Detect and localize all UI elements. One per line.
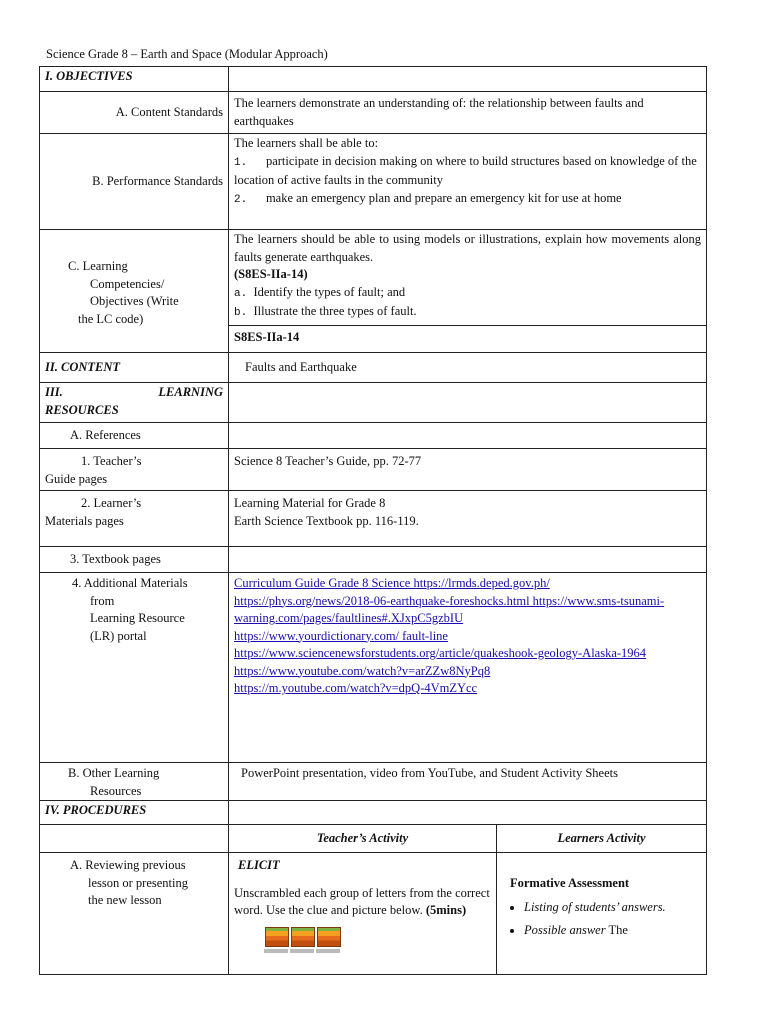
list-item: • Listing of students’ answers. — [524, 899, 701, 917]
objectives-header-row — [40, 67, 707, 92]
performance-item-1-text: participate in decision making on where to build structures based on knowledge of the location of active faults in the community — [234, 153, 697, 187]
learners-materials-label: 2. Learner’s Materials pages — [40, 491, 229, 547]
fault-picture-icon — [264, 923, 288, 953]
procedures-header-row — [40, 801, 707, 825]
other-resources-label: B. Other Learning Resources — [40, 763, 229, 801]
lesson-plan-table — [39, 66, 707, 975]
content-standards-text: The learners demonstrate an understanding of: the relationship between faults and earthquakes — [229, 92, 707, 134]
teachers-guide-text: Science 8 Teacher’s Guide, pp. 72-77 — [229, 449, 707, 491]
additional-materials-label: 4. Additional Materials from Learning Resource (LR) portal — [40, 573, 229, 763]
link-sciencenews[interactable]: https://www.sciencenewsforstudents.org/article/quakeshook-geology-Alaska-1964 — [234, 646, 647, 660]
additional-materials-row — [40, 573, 707, 763]
link-curriculum-guide[interactable]: Curriculum Guide Grade 8 Science https://lrmds.deped.gov.ph/ — [234, 576, 550, 590]
learners-materials-text: Learning Material for Grade 8 Earth Science Textbook pp. 116-119. — [229, 491, 707, 547]
learner-activity-cell — [497, 853, 707, 975]
performance-item-2-num: 2. — [234, 193, 248, 206]
content-text: Faults and Earthquake — [229, 353, 707, 383]
document-header: Science Grade 8 – Earth and Space (Modular Approach) — [46, 47, 328, 61]
performance-standards-content — [229, 134, 707, 230]
resources-title: III. LEARNING RESOURCES — [40, 383, 229, 423]
performance-intro: The learners shall be able to: — [234, 136, 379, 150]
link-yourdictionary[interactable]: https://www.yourdictionary.com/ fault-line — [234, 628, 448, 643]
content-title: II. CONTENT — [40, 353, 229, 383]
review-row — [40, 853, 707, 975]
textbook-row — [40, 547, 707, 573]
content-standards-label: A. Content Standards — [40, 92, 229, 134]
references-row — [40, 423, 707, 449]
list-item: • Possible answer The — [524, 922, 701, 940]
competencies-content: The learners should be able to using models or illustrations, explain how movements along faults generate earthquakes. (S8ES-IIa-14) a. Identify the types of fault; and b. Illustrate the three types of fault. — [229, 230, 707, 326]
competencies-label: C. Learning Competencies/ Objectives (Write the LC code) — [40, 230, 229, 353]
additional-materials-links — [229, 573, 707, 763]
fault-picture-icon — [290, 923, 314, 953]
lc-code: S8ES-IIa-14 — [229, 326, 707, 353]
content-standards-row — [40, 92, 707, 134]
activity-headers-row — [40, 825, 707, 853]
competencies-row — [40, 230, 707, 326]
other-resources-row — [40, 763, 707, 801]
textbook-label: 3. Textbook pages — [40, 547, 229, 573]
procedures-title: IV. PROCEDURES — [40, 801, 229, 825]
learners-activity-header: Learners Activity — [497, 825, 707, 853]
fault-picture-icon — [316, 923, 340, 953]
objectives-title: I. OBJECTIVES — [40, 67, 229, 92]
teacher-time: (5mins) — [425, 903, 467, 917]
teachers-guide-row — [40, 449, 707, 491]
content-row — [40, 353, 707, 383]
link-youtube-2[interactable]: https://m.youtube.com/watch?v=dpQ-4VmZYcc — [234, 681, 478, 695]
teacher-instructions: Unscrambled each group of letters from the correct word. Use the clue and picture below. — [234, 885, 490, 917]
teachers-guide-label: 1. Teacher’s Guide pages — [40, 449, 229, 491]
link-youtube-1[interactable]: https://www.youtube.com/watch?v=arZZw8NyPq8 — [234, 663, 491, 678]
performance-item-1-num: 1. — [234, 156, 248, 169]
performance-standards-label: B. Performance Standards — [40, 134, 229, 230]
formative-title: Formative Assessment — [510, 876, 630, 890]
learners-materials-row — [40, 491, 707, 547]
review-label: A. Reviewing previous lesson or presenting the new lesson — [40, 853, 229, 975]
resources-header-row — [40, 383, 707, 423]
elicit-label: ELICIT — [238, 858, 280, 872]
competencies-text: The learners should be able to using models or illustrations, explain how movements along faults generate earthquakes. — [234, 232, 701, 264]
competency-item-a: Identify the types of fault; and — [253, 284, 406, 299]
teacher-activity-cell — [229, 853, 497, 975]
references-label: A. References — [40, 423, 229, 449]
competencies-code-inline: (S8ES-IIa-14) — [234, 267, 308, 281]
performance-item-2-text: make an emergency plan and prepare an emergency kit for use at home — [265, 190, 622, 205]
teacher-activity-header: Teacher’s Activity — [229, 825, 497, 853]
fault-pictures — [264, 923, 491, 953]
link-phys-org[interactable]: https://phys.org/news/2018-06-earthquake-foreshocks.html https://www.sms-tsunami-warning.com/pages/faultlines#.XJxpC5gzbIU — [234, 593, 665, 625]
other-resources-text: PowerPoint presentation, video from YouTube, and Student Activity Sheets — [229, 763, 707, 801]
formative-list — [502, 899, 701, 940]
competency-item-b: Illustrate the three types of fault. — [253, 304, 417, 318]
performance-standards-row — [40, 134, 707, 230]
